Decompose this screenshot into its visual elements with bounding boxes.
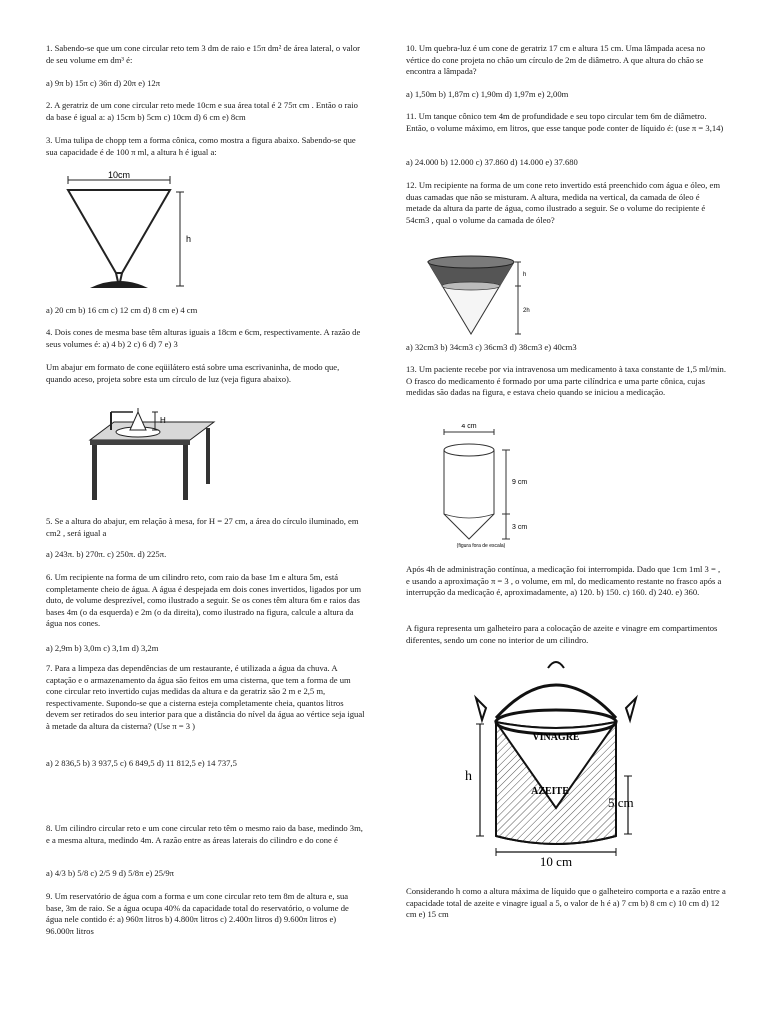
cruet-figure [460, 656, 660, 868]
vinagre-label: VINAGRE [532, 732, 580, 743]
question-13-continued: Após 4h de administração contínua, a medicação foi interrompida. Dado que 1cm 1ml 3 = , e usando a aproximação π = 3 , o volume, em ml, do medicamento restante no frasco após a interrupção da medicação é, aproximadamente, a) 120. b) 150. c) 160. d) 240. e) 360. [406, 564, 722, 598]
question-7: 7. Para a limpeza das dependências de um restaurante, é utilizada a água da chuva. A captação e o armazenamento da água são feitos em uma cisterna, que tem a forma de um cone circular reto invertido cujas medidas da altura e da geratriz são 2 m e 2,5 m, respectivamente. Supondo-se que a cisterna esteja completamente cheia, quantos litros devem ser retirados do seu interior para que a distância do nível da água ao vértice seja igual à metade da altura da cisterna? (Use π = 3 ) [46, 663, 365, 731]
question-1: 1. Sabendo-se que um cone circular reto tem 3 dm de raio e 15π dm² de área lateral, o valor de seu volume em dm³ é: [46, 43, 361, 65]
bottle-caption: (figura fora de escala) [456, 543, 506, 549]
right-column [406, 0, 746, 1024]
question-4: 4. Dois cones de mesma base têm alturas iguais a 18cm e 6cm, respectivamente. A razão de seus volumes é: a) 4 b) 2 c) 6 d) 7 e) 3 [46, 327, 361, 349]
question-8-options: a) 4/3 b) 5/8 c) 2/5 9 d) 5/8π e) 25/9π [46, 868, 175, 878]
azeite-label: AZEITE [531, 786, 569, 797]
bottle-cylinder-label: 9 cm [512, 479, 528, 486]
question-12-options: a) 32cm3 b) 34cm3 c) 36cm3 d) 38cm3 e) 40cm3 [406, 342, 577, 352]
question-14: Considerando h como a altura máxima de líquido que o galheteiro comporta e a razão entre a capacidade total de azeite e vinagre igual a 5, o valor de h é a) 7 cm b) 8 cm c) 10 cm d) 12 cm e) 15 cm [406, 886, 726, 920]
question-7-options: a) 2 836,5 b) 3 937,5 c) 6 849,5 d) 11 812,5 e) 14 737,5 [46, 758, 237, 768]
question-1-options: a) 9π b) 15π c) 36π d) 20π e) 12π [46, 78, 161, 88]
question-10: 10. Um quebra-luz é um cone de geratriz 17 cm e altura 15 cm. Uma lâmpada acesa no vértice do cone projeta no chão um círculo de 2m de diâmetro. A que altura do chão se encontra a lâmpada? [406, 43, 705, 77]
medicine-bottle-figure [436, 424, 566, 549]
question-5-options: a) 243π. b) 270π. c) 250π. d) 225π. [46, 549, 167, 559]
question-2: 2. A geratriz de um cone circular reto mede 10cm e sua área total é 2 75π cm . Então o raio da base é igual a: a) 15cm b) 5cm c) 10cm d) 6 cm e) 8cm [46, 100, 358, 122]
intro-5: Um abajur em formato de cone eqüilátero está sobre uma escrivaninha, de modo que, quando aceso, projeta sobre esta um círculo de luz (veja figura abaixo). [46, 362, 340, 384]
bottle-cone-label: 3 cm [512, 524, 528, 531]
question-6: 6. Um recipiente na forma de um cilindro reto, com raio da base 1m e altura 5m, está completamente cheio de água. A água é despejada em dois cones invertidos, ligados por um duto, de volume desprezível, como ilustrado a seguir. Se os cones têm altura 6m e raios das bases 4m (o da esquerda) e 2m (o da direita), como ilustrado na figura, calcule a altura da água nos cones. [46, 572, 362, 629]
water-layer-label: 2h [523, 308, 530, 314]
bottle-width-label: 4 cm [461, 424, 477, 430]
lamp-height-label: H [160, 416, 166, 425]
question-12: 12. Um recipiente na forma de um cone reto invertido está preenchido com água e óleo, em duas camadas que não se misturam. A altura, medida na vertical, da camada de óleo é metade da altura da parte de água, como ilustrado a seguir. Se o volume do recipiente é 54cm3 , qual o volume da camada de óleo? [406, 180, 721, 225]
question-3-options: a) 20 cm b) 16 cm c) 12 cm d) 8 cm e) 4 cm [46, 305, 198, 315]
beer-glass-width-label: 10cm [107, 170, 131, 180]
cruet-width-label: 10 cm [539, 854, 573, 868]
question-11-options: a) 24.000 b) 12.000 c) 37.860 d) 14.000 e) 37.680 [406, 157, 578, 167]
question-8: 8. Um cilindro circular reto e um cone circular reto têm o mesmo raio da base, medindo 3m, e a mesma altura, medindo 4m. A razão entre as áreas laterais do cilindro e do cone é [46, 823, 363, 845]
oil-water-cone-figure [424, 250, 544, 340]
question-6-options: a) 2,9m b) 3,0m c) 3,1m d) 3,2m [46, 643, 159, 653]
question-9: 9. Um reservatório de água com a forma e um cone circular reto tem 8m de altura e, sua base, 3m de raio. Se a água ocupa 40% da capacidade total do reservatório, o volume de água nele contido é: a) 960π litros b) 4.800π litros c) 2.400π litros d) 9.600π litros e) 96.000π litros [46, 891, 349, 936]
question-11: 11. Um tanque cônico tem 4m de profundidade e seu topo circular tem 6m de diâmetro. Então, o volume máximo, em litros, que esse tanque pode conter de líquido é: (use π = 3,14) [406, 111, 724, 133]
beer-glass-height-label: h [186, 234, 192, 244]
question-10-options: a) 1,50m b) 1,87m c) 1,90m d) 1,97m e) 2,00m [406, 89, 569, 99]
cruet-side-label: 5 cm [608, 795, 634, 810]
question-3: 3. Uma tulipa de chopp tem a forma cônica, como mostra a figura abaixo. Sabendo-se que sua capacidade é de 100 π ml, a altura h é igual a: [46, 135, 356, 157]
cruet-height-label: h [465, 769, 472, 784]
question-14-intro: A figura representa um galheteiro para a colocação de azeite e vinagre em compartimentos diferentes, sendo um cone no interior de um cilindro. [406, 623, 718, 645]
oil-layer-label: h [523, 272, 527, 278]
left-column [46, 0, 386, 1024]
lamp-on-desk-figure [78, 400, 238, 515]
question-13: 13. Um paciente recebe por via intravenosa um medicamento à taxa constante de 1,5 ml/min. O frasco do medicamento é formado por uma parte cilíndrica e uma parte cônica, cujas medidas são dadas na figura, e estava cheio quando se iniciou a medicação. [406, 364, 727, 398]
question-5: 5. Se a altura do abajur, em relação à mesa, for H = 27 cm, a área do círculo iluminado, em cm2 , será igual a [46, 516, 359, 538]
